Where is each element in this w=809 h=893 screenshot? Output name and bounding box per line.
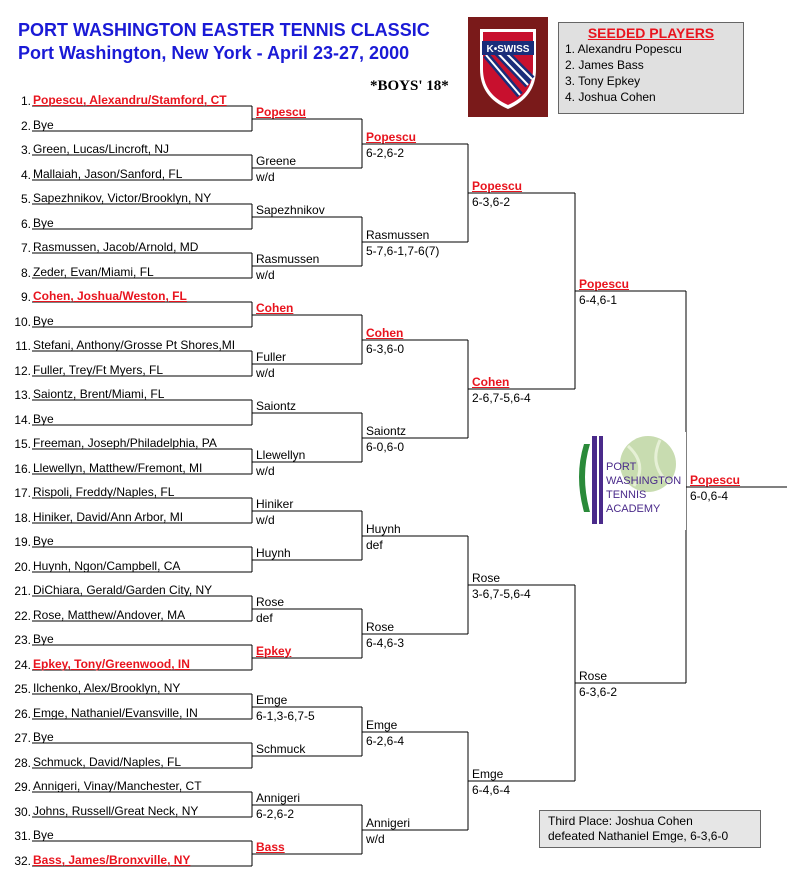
- academy-line1: PORT: [606, 461, 637, 473]
- draw-player: Ilchenko, Alex/Brooklyn, NY: [33, 681, 181, 695]
- tournament-location-date: Port Washington, New York - April 23-27, 2000: [18, 43, 410, 63]
- draw-player: Bye: [33, 216, 54, 230]
- academy-line4: ACADEMY: [606, 503, 661, 515]
- round-score: 6-1,3-6,7-5: [256, 709, 315, 723]
- round-winner: Rose: [579, 669, 608, 683]
- draw-player: Freeman, Joseph/Philadelphia, PA: [33, 436, 217, 450]
- draw-player: Huynh, Ngon/Campbell, CA: [33, 559, 181, 573]
- round-winner: Rose: [366, 620, 395, 634]
- round-winner: Saiontz: [366, 424, 407, 438]
- draw-player: Schmuck, David/Naples, FL: [33, 755, 182, 769]
- draw-player: Mallaiah, Jason/Sanford, FL: [33, 167, 183, 181]
- round-score: 6-0,6-0: [366, 440, 405, 454]
- draw-player: Bye: [33, 632, 54, 646]
- draw-number: 32.: [14, 854, 31, 868]
- round-winner: Llewellyn: [256, 448, 306, 462]
- draw-number: 23.: [14, 633, 31, 647]
- round-score: 6-2,6-4: [366, 734, 405, 748]
- draw-player: Rose, Matthew/Andover, MA: [33, 608, 186, 622]
- draw-player: Bass, James/Bronxville, NY: [33, 853, 191, 867]
- round-winner: Popescu: [472, 179, 523, 193]
- round-winner: Rasmussen: [366, 228, 430, 242]
- draw-player: Saiontz, Brent/Miami, FL: [33, 387, 165, 401]
- round-winner: Popescu: [256, 105, 307, 119]
- academy-line3: TENNIS: [606, 489, 647, 501]
- draw-player: Annigeri, Vinay/Manchester, CT: [33, 779, 202, 793]
- round-score: w/d: [256, 366, 275, 380]
- round-winner: Huynh: [256, 546, 291, 560]
- seeded-player-item: 2. James Bass: [565, 58, 644, 72]
- round-score: 6-4,6-3: [366, 636, 405, 650]
- round-winner: Emge: [366, 718, 398, 732]
- draw-player: Bye: [33, 828, 54, 842]
- round-winner: Rose: [472, 571, 501, 585]
- draw-number: 13.: [14, 388, 31, 402]
- draw-number: 2.: [20, 119, 31, 133]
- draw-player: Rispoli, Freddy/Naples, FL: [33, 485, 175, 499]
- draw-player: Sapezhnikov, Victor/Brooklyn, NY: [33, 191, 212, 205]
- draw-number: 28.: [14, 756, 31, 770]
- draw-player: Emge, Nathaniel/Evansville, IN: [33, 706, 198, 720]
- round-score: def: [366, 538, 383, 552]
- round-score: w/d: [256, 464, 275, 478]
- round-winner: Annigeri: [256, 791, 301, 805]
- draw-number: 10.: [14, 315, 31, 329]
- third-place-line1: Third Place: Joshua Cohen: [548, 814, 693, 828]
- division-label: *BOYS' 18*: [370, 78, 449, 94]
- draw-number: 11.: [15, 339, 31, 353]
- round-winner: Fuller: [256, 350, 287, 364]
- round-score: 6-3,6-0: [366, 342, 405, 356]
- draw-player: Bye: [33, 730, 54, 744]
- draw-number: 20.: [14, 560, 31, 574]
- round-score: 6-0,6-4: [690, 489, 729, 503]
- draw-number: 29.: [14, 780, 31, 794]
- round-score: w/d: [256, 268, 275, 282]
- draw-number: 8.: [20, 266, 31, 280]
- round-score: w/d: [366, 832, 385, 846]
- draw-number: 22.: [14, 609, 31, 623]
- round-score: w/d: [256, 513, 275, 527]
- round-winner: Cohen: [366, 326, 404, 340]
- round-winner: Cohen: [472, 375, 510, 389]
- round-winner: Cohen: [256, 301, 294, 315]
- round-winner: Epkey: [256, 644, 292, 658]
- kswiss-logo-text: K•SWISS: [486, 44, 530, 55]
- seeded-player-item: 4. Joshua Cohen: [565, 90, 656, 104]
- round-winner: Hiniker: [256, 497, 294, 511]
- draw-number: 6.: [20, 217, 31, 231]
- round-score: w/d: [256, 170, 275, 184]
- draw-number: 24.: [14, 658, 31, 672]
- academy-logo: [570, 432, 686, 530]
- round-score: 3-6,7-5,6-4: [472, 587, 531, 601]
- draw-number: 4.: [20, 168, 31, 182]
- round-score: 5-7,6-1,7-6(7): [366, 244, 440, 258]
- round-winner: Rasmussen: [256, 252, 320, 266]
- draw-player: Bye: [33, 314, 54, 328]
- draw-number: 25.: [14, 682, 31, 696]
- draw-player: Stefani, Anthony/Grosse Pt Shores,MI: [33, 338, 236, 352]
- round-winner: Popescu: [579, 277, 630, 291]
- round-winner: Emge: [472, 767, 504, 781]
- tournament-title: PORT WASHINGTON EASTER TENNIS CLASSIC: [18, 20, 430, 40]
- seeded-players-title: SEEDED PLAYERS: [587, 25, 715, 41]
- round-winner: Popescu: [366, 130, 417, 144]
- draw-number: 18.: [14, 511, 31, 525]
- draw-number: 1.: [20, 94, 31, 108]
- draw-number: 7.: [20, 241, 31, 255]
- round-winner: Emge: [256, 693, 288, 707]
- round-winner: Schmuck: [256, 742, 306, 756]
- draw-player: Popescu, Alexandru/Stamford, CT: [33, 93, 227, 107]
- draw-number: 3.: [20, 143, 31, 157]
- round-winner: Rose: [256, 595, 285, 609]
- round-score: 6-4,6-1: [579, 293, 618, 307]
- draw-number: 9.: [20, 290, 31, 304]
- round-winner: Greene: [256, 154, 297, 168]
- round-winner: Annigeri: [366, 816, 411, 830]
- draw-player: Rasmussen, Jacob/Arnold, MD: [33, 240, 199, 254]
- round-winner: Saiontz: [256, 399, 297, 413]
- third-place-line2: defeated Nathaniel Emge, 6-3,6-0: [548, 829, 729, 843]
- draw-player: Llewellyn, Matthew/Fremont, MI: [33, 461, 203, 475]
- draw-number: 17.: [14, 486, 31, 500]
- draw-player: Zeder, Evan/Miami, FL: [33, 265, 154, 279]
- round-score: 6-2,6-2: [366, 146, 405, 160]
- draw-player: Bye: [33, 534, 54, 548]
- draw-number: 21.: [14, 584, 31, 598]
- round-score: 6-2,6-2: [256, 807, 295, 821]
- round-winner: Popescu: [690, 473, 741, 487]
- draw-number: 12.: [14, 364, 31, 378]
- round-winner: Huynh: [366, 522, 401, 536]
- draw-number: 5.: [20, 192, 31, 206]
- academy-line2: WASHINGTON: [606, 475, 682, 487]
- draw-number: 14.: [14, 413, 31, 427]
- round-score: 6-3,6-2: [472, 195, 511, 209]
- draw-player: Green, Lucas/Lincroft, NJ: [33, 142, 170, 156]
- draw-number: 16.: [14, 462, 31, 476]
- draw-number: 19.: [14, 535, 31, 549]
- draw-number: 26.: [14, 707, 31, 721]
- draw-number: 31.: [14, 829, 31, 843]
- round-score: 2-6,7-5,6-4: [472, 391, 531, 405]
- draw-player: Epkey, Tony/Greenwood, IN: [33, 657, 190, 671]
- round-winner: Sapezhnikov: [256, 203, 325, 217]
- draw-player: Bye: [33, 412, 54, 426]
- draw-player: Fuller, Trey/Ft Myers, FL: [33, 363, 164, 377]
- draw-player: Cohen, Joshua/Weston, FL: [33, 289, 187, 303]
- draw-player: Johns, Russell/Great Neck, NY: [33, 804, 199, 818]
- draw-player: DiChiara, Gerald/Garden City, NY: [33, 583, 213, 597]
- third-place-box: [539, 810, 761, 848]
- round-score: 6-3,6-2: [579, 685, 618, 699]
- round-score: def: [256, 611, 273, 625]
- round-winner: Bass: [256, 840, 285, 854]
- seeded-player-item: 3. Tony Epkey: [565, 74, 641, 88]
- round-score: 6-4,6-4: [472, 783, 511, 797]
- draw-number: 30.: [14, 805, 31, 819]
- draw-player: Hiniker, David/Ann Arbor, MI: [33, 510, 184, 524]
- draw-number: 15.: [14, 437, 31, 451]
- seeded-player-item: 1. Alexandru Popescu: [565, 42, 682, 56]
- draw-player: Bye: [33, 118, 54, 132]
- draw-number: 27.: [14, 731, 31, 745]
